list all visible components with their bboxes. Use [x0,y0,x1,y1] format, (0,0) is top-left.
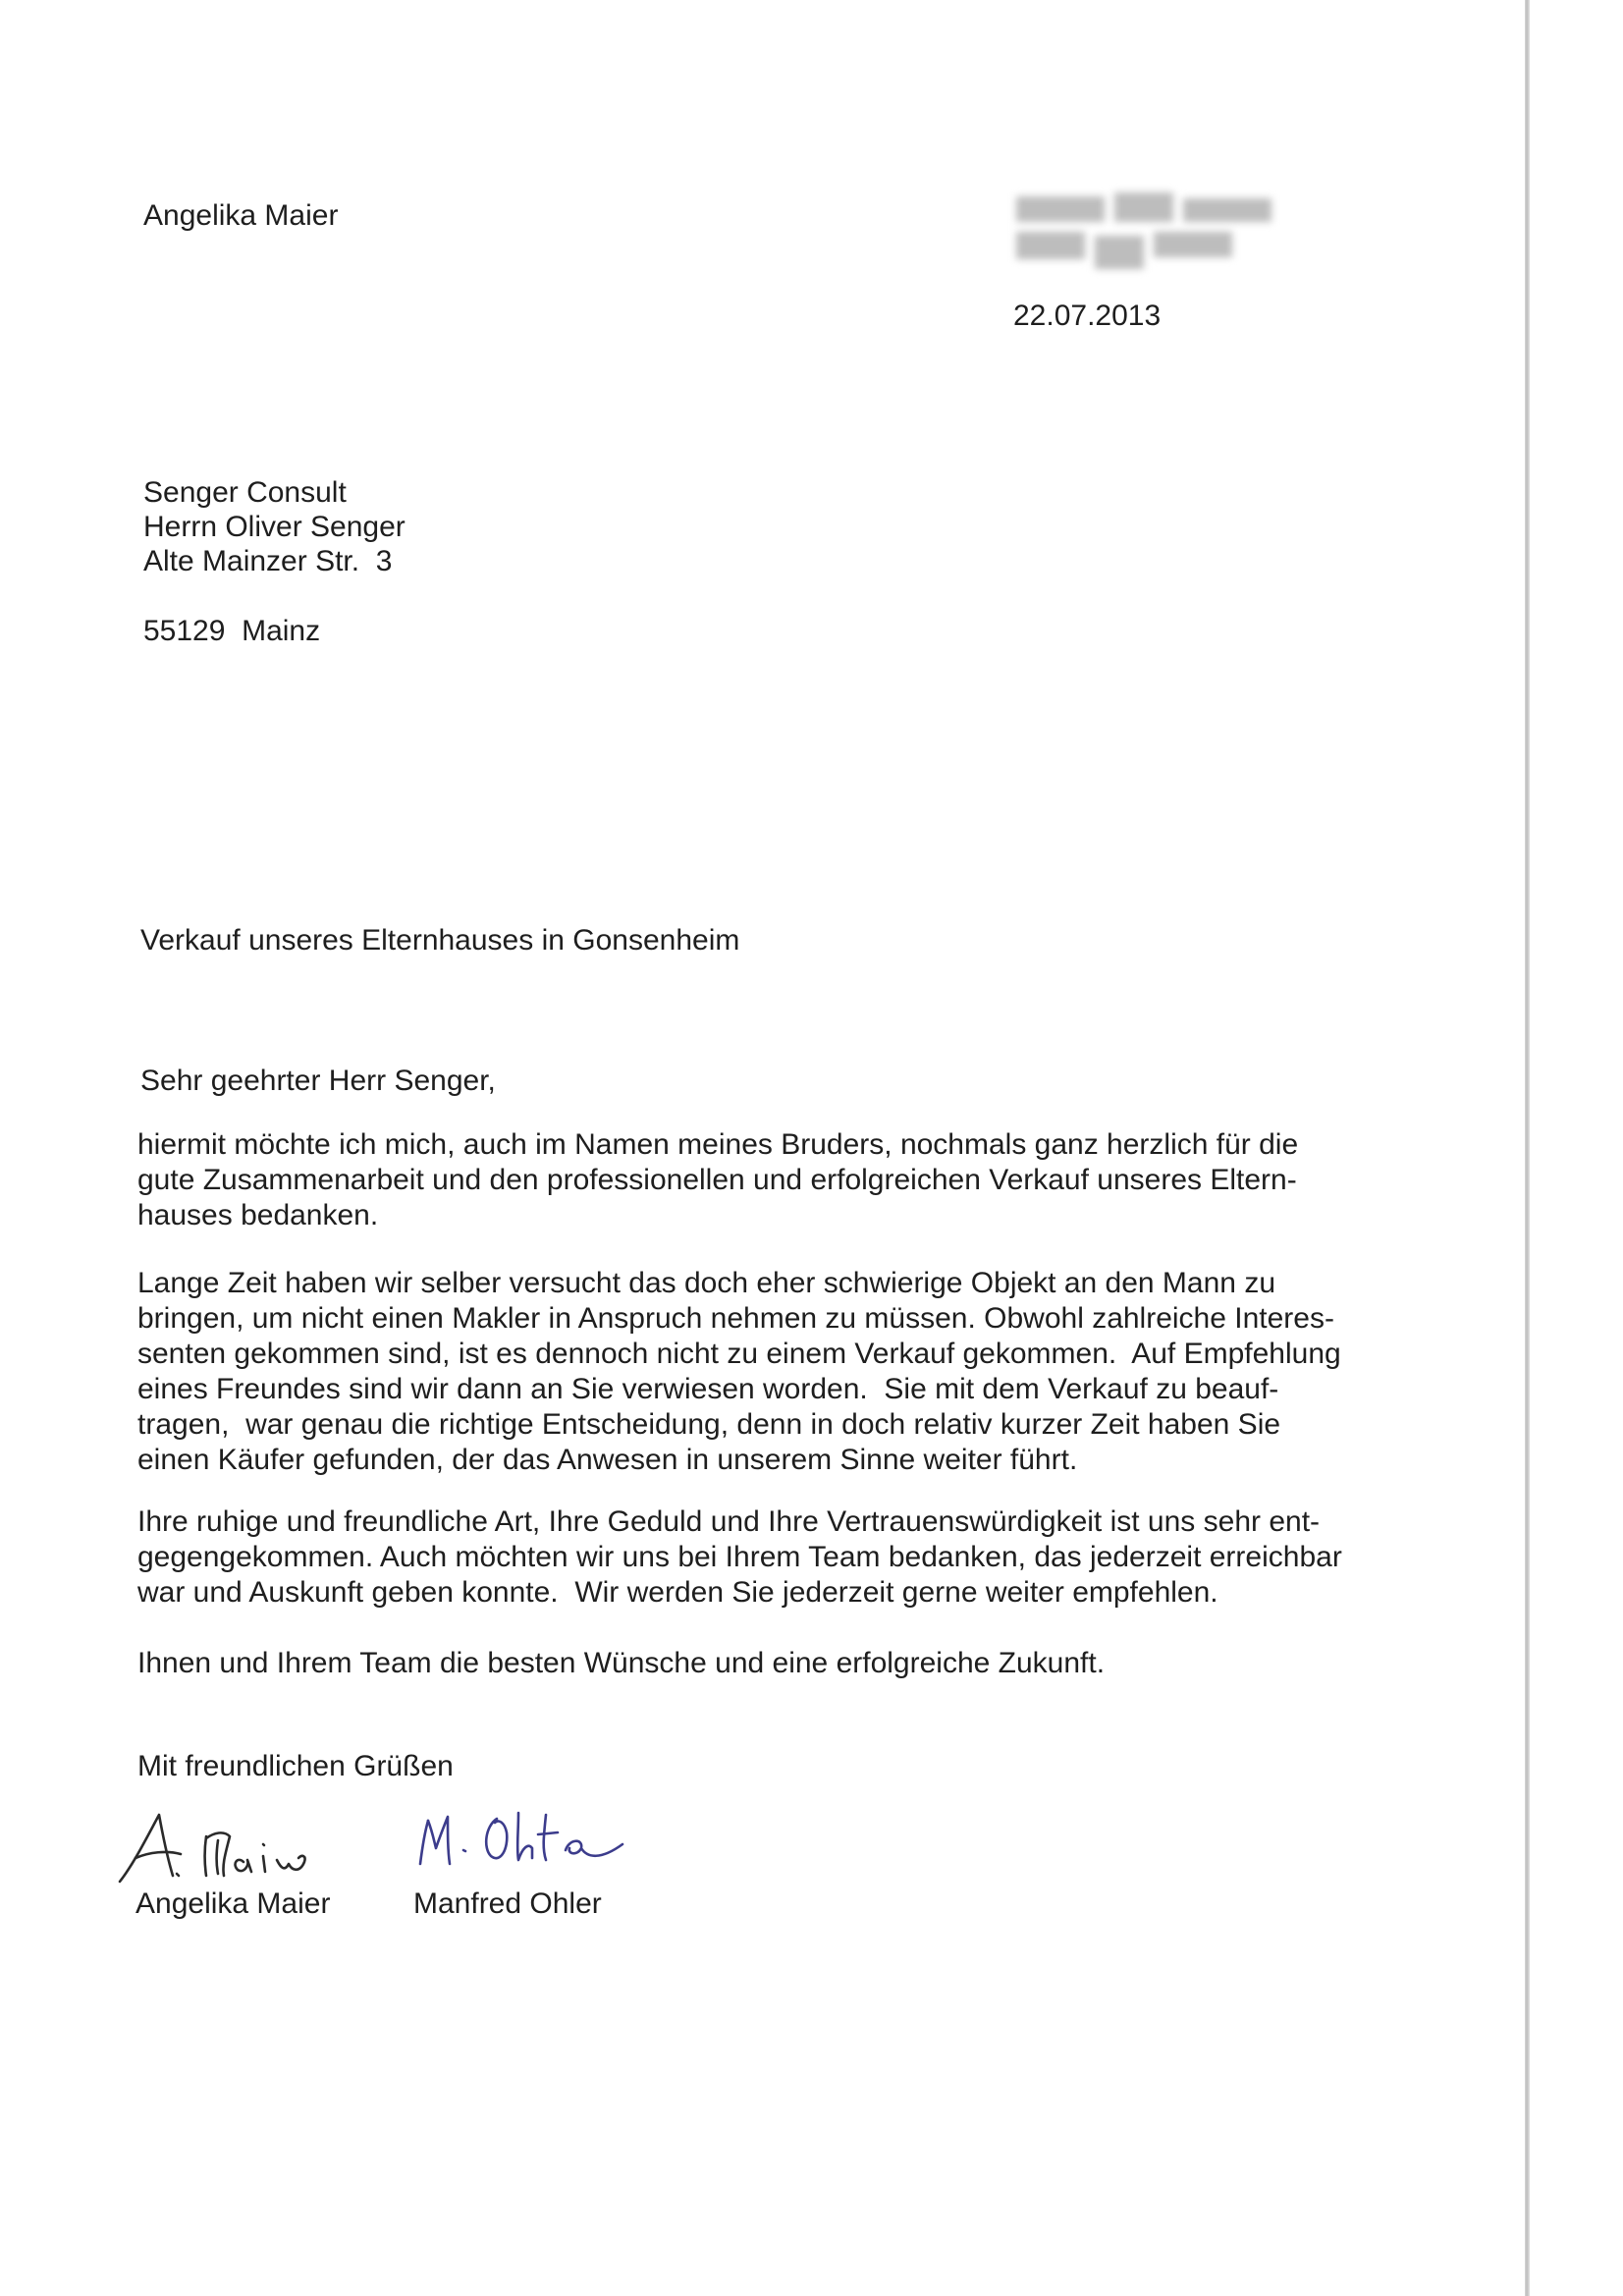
letter-subject: Verkauf unseres Elternhauses in Gonsenheim [140,924,740,957]
paragraph-line: war und Auskunft geben konnte. Wir werden Sie jederzeit gerne weiter empfehlen. [137,1576,1218,1609]
paragraph-line: hauses bedanken. [137,1199,379,1231]
closing: Mit freundlichen Grüßen [137,1750,454,1782]
paragraph-line: bringen, um nicht einen Makler in Anspruch nehmen zu müssen. Obwohl zahlreiche Interes- [137,1302,1334,1335]
recipient-street: Alte Mainzer Str. 3 [143,545,393,577]
paragraph-3 [137,1504,1434,1611]
paragraph-line: eines Freundes sind wir dann an Sie verwiesen worden. Sie mit dem Verkauf zu beauf- [137,1373,1279,1405]
paragraph-2 [137,1266,1434,1478]
signatory-name-1: Angelika Maier [135,1887,331,1920]
paragraph-line: hiermit möchte ich mich, auch im Namen meines Bruders, nochmals ganz herzlich für die [137,1128,1299,1161]
paragraph-line: Ihre ruhige und freundliche Art, Ihre Geduld und Ihre Vertrauenswürdigkeit ist uns sehr ent- [137,1505,1321,1538]
paragraph-line: Ihnen und Ihrem Team die besten Wünsche und eine erfolgreiche Zukunft. [137,1647,1106,1679]
paragraph-line: tragen, war genau die richtige Entscheidung, denn in doch relativ kurzer Zeit haben Sie [137,1408,1281,1441]
paragraph-line: einen Käufer gefunden, der das Anwesen in unserem Sinne weiter führt. [137,1444,1078,1476]
paragraph-4 [137,1646,1434,1681]
signature-manfred-ohler [412,1805,648,1874]
recipient-company: Senger Consult [143,476,347,509]
scan-edge [1525,0,1530,2296]
paragraph-1 [137,1127,1434,1233]
paragraph-line: gute Zusammenarbeit und den professionellen und erfolgreichen Verkauf unseres Eltern- [137,1164,1297,1196]
salutation: Sehr geehrter Herr Senger, [140,1065,496,1097]
redacted-sender-address [1016,192,1271,271]
letter-date: 22.07.2013 [1013,300,1162,332]
signature-angelika-maier [116,1807,332,1886]
paragraph-line: senten gekommen sind, ist es dennoch nicht zu einem Verkauf gekommen. Auf Empfehlung [137,1338,1341,1370]
recipient-city: 55129 Mainz [143,615,321,647]
signatory-name-2: Manfred Ohler [413,1887,602,1920]
paragraph-line: Lange Zeit haben wir selber versucht das doch eher schwierige Objekt an den Mann zu [137,1267,1275,1299]
paragraph-line: gegengekommen. Auch möchten wir uns bei Ihrem Team bedanken, das jederzeit erreichbar [137,1541,1342,1573]
sender-name: Angelika Maier [143,199,339,232]
recipient-person: Herrn Oliver Senger [143,511,406,543]
